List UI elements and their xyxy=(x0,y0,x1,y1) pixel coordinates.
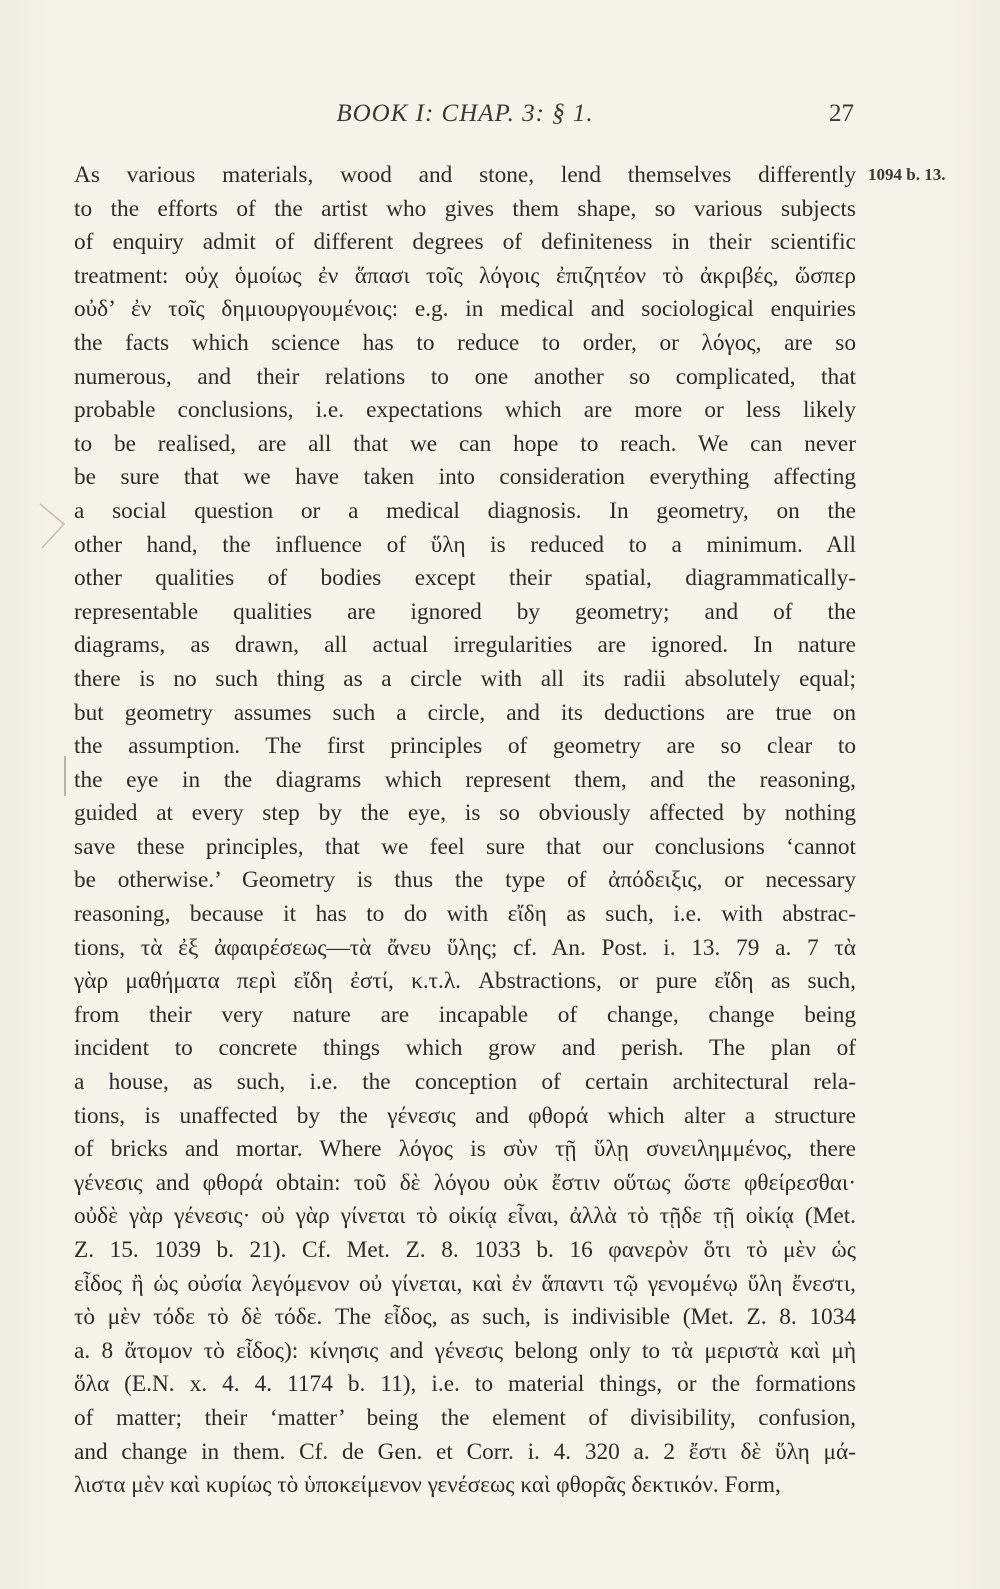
text-line: to the efforts of the artist who gives them shape, so various subjects xyxy=(74,195,856,222)
text-line: ὅλα (E.N. x. 4. 4. 1174 b. 11), i.e. to material things, or the formations xyxy=(74,1371,856,1398)
text-line: the facts which science has to reduce to order, or λόγος, are so xyxy=(74,329,856,356)
text-line: γὰρ μαθήματα περὶ εἴδη ἐστί, κ.τ.λ. Abstractions, or pure εἴδη as such, xyxy=(74,968,856,995)
text-line: other qualities of bodies except their spatial, diagrammatically- xyxy=(74,565,856,592)
text-line: a social question or a medical diagnosis. In geometry, on the xyxy=(74,497,856,524)
text-line: οὐδ’ ἐν τοῖς δημιουργουμένοις: e.g. in medical and sociological enquiries xyxy=(74,296,856,323)
text-line: numerous, and their relations to one another so complicated, that xyxy=(74,363,856,390)
text-line: incident to concrete things which grow and perish. The plan of xyxy=(74,1035,856,1062)
text-line: of bricks and mortar. Where λόγος is σὺν τῇ ὕλῃ συνειλημμένος, there xyxy=(74,1136,856,1163)
text-line: diagrams, as drawn, all actual irregularities are ignored. In nature xyxy=(74,632,856,659)
text-line: the assumption. The first principles of geometry are so clear to xyxy=(74,733,856,760)
text-line: be otherwise.’ Geometry is thus the type of ἀπόδειξις, or necessary xyxy=(74,867,856,894)
text-line: representable qualities are ignored by geometry; and of the xyxy=(74,598,856,625)
pencil-margin-mark xyxy=(38,502,68,552)
pencil-margin-line xyxy=(64,756,66,796)
text-line: there is no such thing as a circle with all its radii absolutely equal; xyxy=(74,665,856,692)
text-line: and change in them. Cf. de Gen. et Corr. i. 4. 320 a. 2 ἔστι δὲ ὕλη μά- xyxy=(74,1438,856,1465)
text-line: εἶδος ἢ ὡς οὐσία λεγόμενον οὐ γίνεται, καὶ ἐν ἅπαντι τῷ γενομένῳ ὕλη ἔνεστι, xyxy=(74,1270,856,1297)
text-line: save these principles, that we feel sure that our conclusions ‘cannot xyxy=(74,833,856,860)
text-line: γένεσις and φθορά obtain: τοῦ δὲ λόγου οὐκ ἔστιν οὕτως ὥστε φθείρεσθαι· xyxy=(74,1169,856,1196)
text-line: be sure that we have taken into consideration everything affecting xyxy=(74,464,856,491)
text-line: λιστα μὲν καὶ κυρίως τὸ ὑποκείμενον γενέσεως καὶ φθορᾶς δεκτικόν. Form, xyxy=(74,1472,781,1499)
text-line: of enquiry admit of different degrees of definiteness in their scientific xyxy=(74,229,856,256)
text-line: other hand, the influence of ὕλη is reduced to a minimum. All xyxy=(74,531,856,558)
text-line: guided at every step by the eye, is so obviously affected by nothing xyxy=(74,800,856,827)
text-line: of matter; their ‘matter’ being the element of divisibility, confusion, xyxy=(74,1404,856,1431)
text-line: but geometry assumes such a circle, and its deductions are true on xyxy=(74,699,856,726)
running-title: BOOK I: CHAP. 3: § 1. xyxy=(336,100,594,127)
text-line: to be realised, are all that we can hope to reach. We can never xyxy=(74,430,856,457)
text-line: τὸ μὲν τόδε τὸ δὲ τόδε. The εἶδος, as such, is indivisible (Met. Z. 8. 1034 xyxy=(74,1304,856,1331)
text-line: Z. 15. 1039 b. 21). Cf. Met. Z. 8. 1033 b. 16 φανερὸν ὅτι τὸ μὲν ὡς xyxy=(74,1237,856,1263)
text-line: tions, is unaffected by the γένεσις and φθορά which alter a structure xyxy=(74,1102,856,1129)
text-line: a house, as such, i.e. the conception of certain architectural rela- xyxy=(74,1069,856,1096)
text-line: probable conclusions, i.e. expectations which are more or less likely xyxy=(74,397,856,424)
running-head xyxy=(70,100,860,140)
body-text xyxy=(74,159,856,1503)
text-line: tions, τὰ ἐξ ἀφαιρέσεως—τὰ ἄνευ ὕλης; cf. An. Post. i. 13. 79 a. 7 τὰ xyxy=(74,934,856,961)
text-line: a. 8 ἄτομον τὸ εἶδος): κίνησις and γένεσις belong only to τὰ μεριστὰ καὶ μὴ xyxy=(74,1337,856,1364)
margin-reference: 1094 b. 13. xyxy=(868,165,946,184)
text-line: the eye in the diagrams which represent them, and the reasoning, xyxy=(74,766,856,793)
text-line: οὐδὲ γὰρ γένεσις· οὐ γὰρ γίνεται τὸ οἰκίᾳ εἶναι, ἀλλὰ τὸ τῇδε τῇ οἰκίᾳ (Met. xyxy=(74,1203,856,1230)
text-line: As various materials, wood and stone, lend themselves differently xyxy=(74,162,856,188)
text-line: reasoning, because it has to do with εἴδη as such, i.e. with abstrac- xyxy=(74,901,856,928)
page-number: 27 xyxy=(829,100,854,127)
text-line: from their very nature are incapable of change, change being xyxy=(74,1001,856,1028)
text-line: treatment: οὐχ ὁμοίως ἐν ἅπασι τοῖς λόγοις ἐπιζητέον τὸ ἀκριβές, ὥσπερ xyxy=(74,262,856,289)
